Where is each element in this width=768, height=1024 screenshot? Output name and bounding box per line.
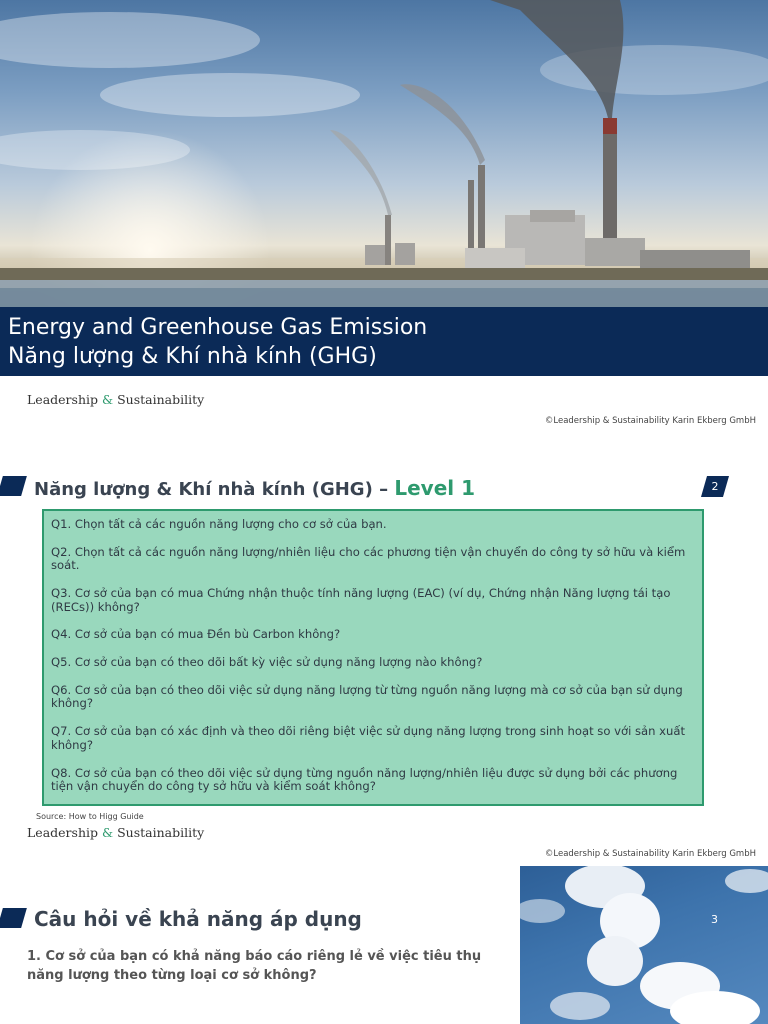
power-plant-photo [0, 0, 768, 307]
slide-3-heading: Câu hỏi về khả năng áp dụng [34, 907, 362, 931]
question-item: Q1. Chọn tất cả các nguồn năng lượng cho cơ sở của bạn. [51, 517, 387, 531]
copyright-notice: ©Leadership & Sustainability Karin Ekberg GmbH [544, 416, 756, 426]
question-item: Q4. Cơ sở của bạn có mua Đền bù Carbon không? [51, 627, 341, 642]
page-number-badge [701, 476, 729, 497]
page-number: 3 [711, 913, 718, 926]
question-item: Q7. Cơ sở của bạn có xác định và theo dõi riêng biệt việc sử dụng năng lượng trong sinh hoạt so với sản xuất không? [51, 724, 686, 752]
question-item: Q8. Cơ sở của bạn có theo dõi việc sử dụng từng nguồn năng lượng/nhiên liệu được sử dụng bởi các phương tiện vận chuyển do công ty sở hữu và kiểm soát không? [51, 765, 678, 794]
logo-word-leadership: Leadership [27, 392, 98, 407]
logo-word-sustainability: Sustainability [117, 392, 205, 407]
question-item: Q3. Cơ sở của bạn có mua Chứng nhận thuộc tính năng lượng (EAC) (ví dụ, Chứng nhận Năng lượng tái tạo (RECs)) không? [51, 586, 671, 614]
question-item: Q2. Chọn tất cả các nguồn năng lượng/nhiên liệu cho các phương tiện vận chuyển do công ty sở hữu và kiểm soát. [51, 544, 686, 573]
slide-2-heading [34, 476, 475, 500]
question-list-box [42, 509, 704, 806]
heading-level-label: Level 1 [394, 476, 475, 500]
logo-ampersand: & [101, 392, 114, 407]
page-number: 2 [711, 480, 719, 493]
slide-1 [0, 0, 768, 440]
section-marker [0, 908, 27, 928]
logo-ampersand: & [101, 825, 114, 840]
heading-main-text: Năng lượng & Khí nhà kính (GHG) – [34, 479, 395, 500]
logo-word-sustainability: Sustainability [117, 825, 205, 840]
logo-word-leadership: Leadership [27, 825, 98, 840]
company-logo [27, 825, 204, 840]
source-note: Source: How to Higg Guide [36, 812, 144, 821]
section-marker [0, 476, 27, 496]
question-item: Q5. Cơ sở của bạn có theo dõi bất kỳ việc sử dụng năng lượng nào không? [51, 655, 483, 670]
question-item: Q6. Cơ sở của bạn có theo dõi việc sử dụng năng lượng từ từng nguồn năng lượng mà cơ sở của bạn sử dụng không? [51, 682, 683, 711]
title-line-english: Energy and Greenhouse Gas Emission [8, 315, 428, 340]
applicability-question: 1. Cơ sở của bạn có khả năng báo cáo riêng lẻ về việc tiêu thụ năng lượng theo từng loại cơ sở không? [27, 949, 482, 983]
title-line-vietnamese: Năng lượng & Khí nhà kính (GHG) [8, 344, 377, 369]
company-logo [27, 392, 204, 407]
cloud-sky-photo [520, 866, 768, 1024]
title-bar [0, 307, 768, 376]
copyright-notice: ©Leadership & Sustainability Karin Ekberg GmbH [544, 849, 756, 859]
